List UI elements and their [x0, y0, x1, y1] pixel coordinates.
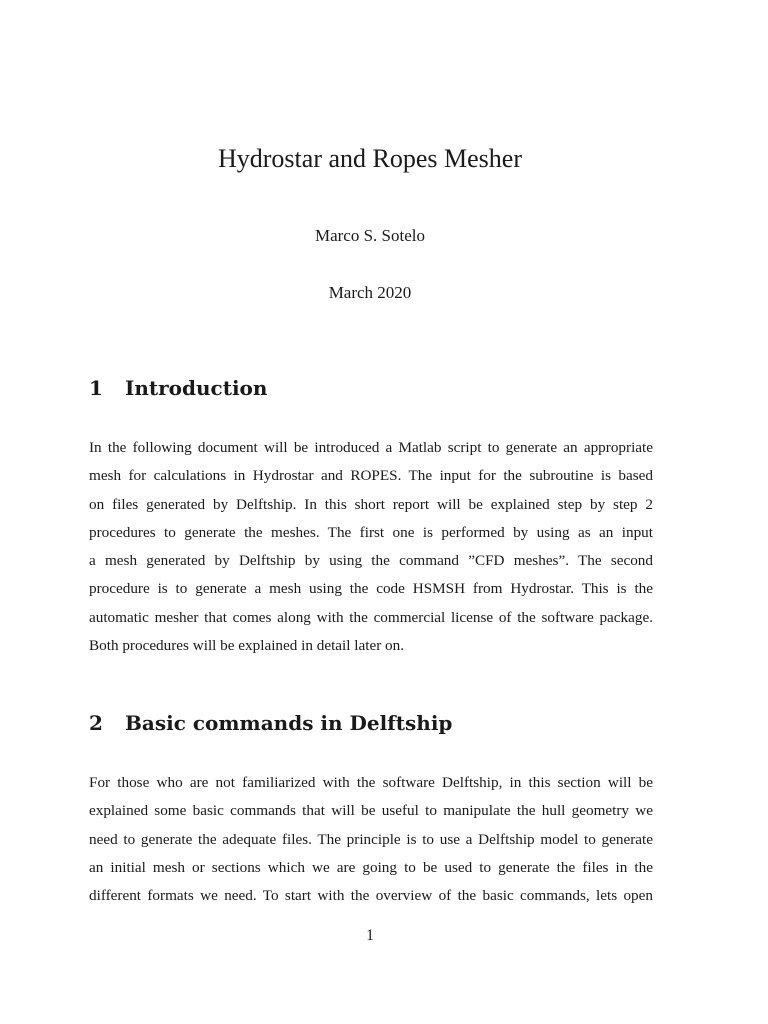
- section-paragraph-introduction: [89, 434, 653, 660]
- section-heading-basic-commands: [89, 709, 452, 737]
- paragraph-line: explained some basic commands that will be useful to manipulate the hull geometry we: [89, 802, 653, 820]
- paragraph-line: procedure is to generate a mesh using the code HSMSH from Hydrostar. This is the: [89, 580, 653, 598]
- paragraph-line: In the following document will be introduced a Matlab script to generate an appropriate: [89, 439, 653, 456]
- paragraph-line: need to generate the adequate files. The principle is to use a Delftship model to generate: [89, 830, 653, 848]
- paragraph-line: on files generated by Delftship. In this short report will be explained step by step 2: [89, 495, 653, 513]
- paragraph-line: procedures to generate the meshes. The first one is performed by using as an input: [89, 523, 653, 541]
- document-author: Marco S. Sotelo: [314, 226, 426, 245]
- paragraph-line: different formats we need. To start with the overview of the basic commands, lets open: [89, 887, 653, 905]
- paragraph-line: automatic mesher that comes along with the commercial license of the software package.: [89, 608, 653, 626]
- paragraph-line: mesh for calculations in Hydrostar and ROPES. The input for the subroutine is based: [89, 467, 653, 485]
- paragraph-line: a mesh generated by Delftship by using the command ”CFD meshes”. The second: [89, 552, 653, 570]
- paragraph-line: Both procedures will be explained in detail later on.: [89, 637, 405, 655]
- page-number: 1: [366, 927, 374, 944]
- section-number: 2: [89, 711, 103, 735]
- document-title: Hydrostar and Ropes Mesher: [218, 144, 522, 173]
- paragraph-line: an initial mesh or sections which we are going to be used to generate the files in the: [89, 858, 653, 876]
- section-heading-introduction: [89, 374, 267, 402]
- paragraph-line: For those who are not familiarized with the software Delftship, in this section will be: [89, 774, 653, 791]
- section-title: Basic commands in Delftship: [125, 711, 453, 735]
- section-title: Introduction: [125, 376, 268, 400]
- document-date: March 2020: [328, 283, 412, 302]
- section-number: 1: [89, 376, 103, 400]
- section-paragraph-basic-commands: [89, 769, 653, 910]
